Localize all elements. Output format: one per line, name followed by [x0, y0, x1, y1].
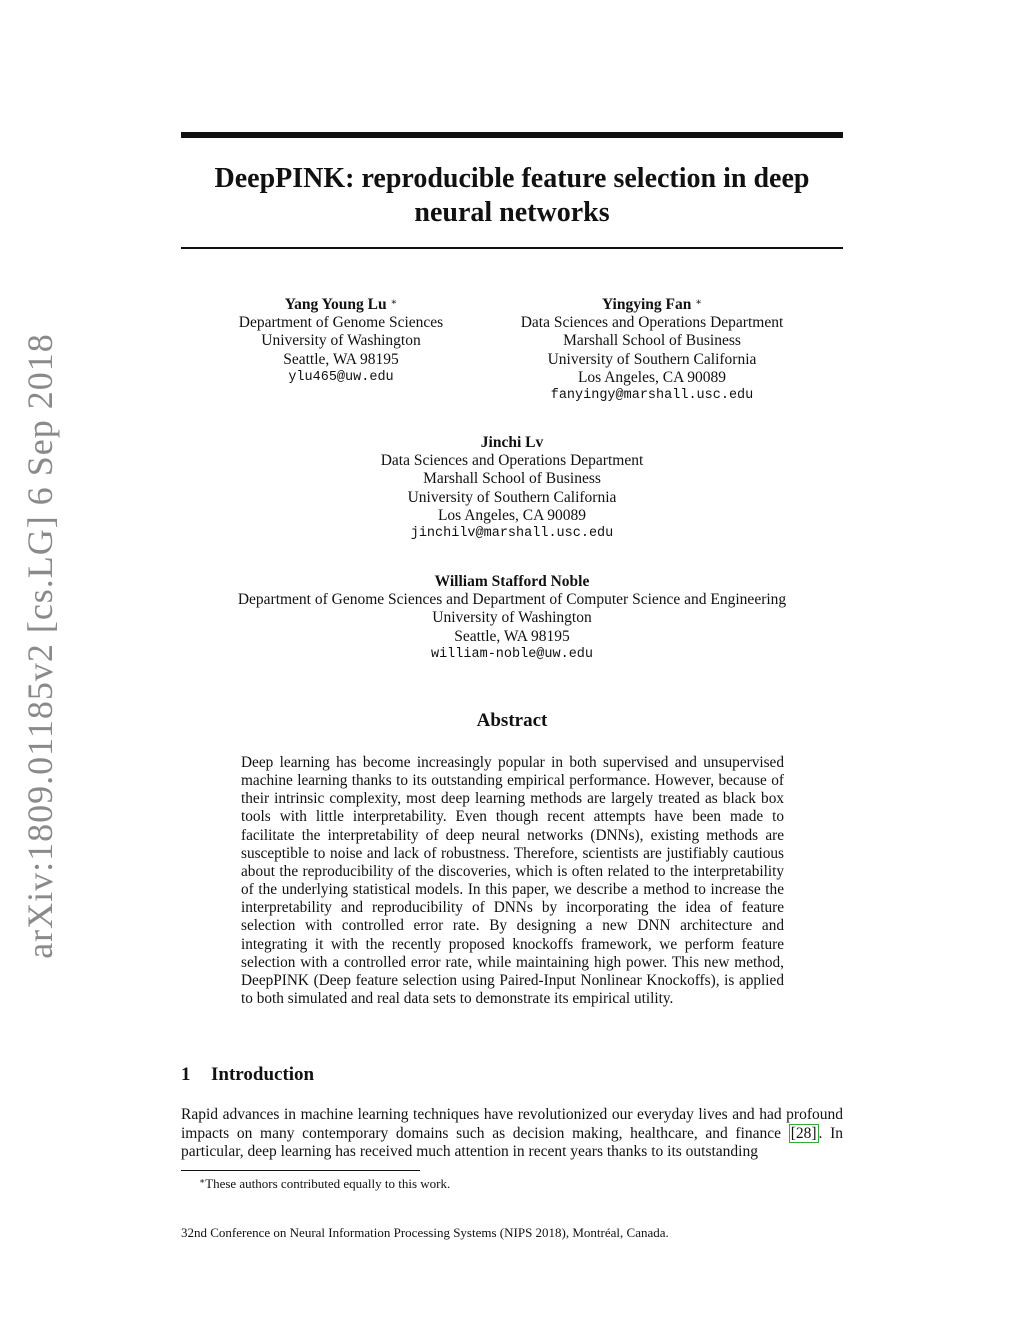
abstract-body: Deep learning has become increasingly popular in both supervised and unsupervised machine learning thanks to its outstanding empirical performance. However, because of their intrinsic complexity, most deep learning methods are largely treated as black box tools with little interpretability. Even though recent attempts have been made to facilitate the interpretability of deep neural networks (DNNs), existing methods are susceptible to noise and lack of robustness. Therefore, scientists are justifiably cautious about the reproducibility of the discoveries, which is often related to the interpretability of the underlying statistical models. In this paper, we describe a method to increase the interpretability and reproducibility of DNNs by incorporating the idea of feature selection with controlled error rate. By designing a new DNN architecture and integrating it with the recently proposed knockoffs framework, we perform feature selection with a controlled error rate, while maintaining high power. This new method, DeepPINK (Deep feature selection using Paired-Input Nonlinear Knockoffs), is applied to both simulated and real data sets to demonstrate its empirical utility. [241, 754, 784, 1008]
author-affiliation-line: University of Washington [261, 332, 421, 350]
arxiv-identifier: arXiv:1809.01185v2 [cs.LG] 6 Sep 2018 [20, 333, 60, 959]
author-affiliation-line: Seattle, WA 98195 [283, 350, 399, 368]
author-block-lv [312, 434, 712, 543]
citation-link[interactable]: [28] [790, 1124, 817, 1142]
author-name: Yang Young Lu [284, 296, 387, 313]
author-affiliation-line: Data Sciences and Operations Department [520, 314, 784, 332]
author-affiliation-line: University of Southern California [407, 488, 617, 506]
introduction-text-continued: . In particular, deep learning has received much attention in recent years thanks to its outstanding [181, 1124, 843, 1160]
equal-contribution-mark: ∗ [390, 297, 398, 308]
section-heading-introduction [181, 1064, 314, 1086]
author-name: Yingying Fan [601, 296, 692, 313]
author-affiliation-line: Los Angeles, CA 90089 [437, 506, 587, 524]
abstract-heading: Abstract [476, 710, 548, 731]
equal-contribution-mark: ∗ [695, 297, 703, 308]
author-email[interactable]: fanyingy@marshall.usc.edu [550, 388, 754, 404]
author-name: William Stafford Noble [434, 573, 590, 590]
author-block-lu [211, 296, 471, 387]
title-bottom-rule [181, 247, 843, 249]
author-affiliation-line: Department of Genome Sciences and Department of Computer Science and Engineering [237, 591, 787, 609]
author-block-fan [492, 296, 812, 405]
footnote-rule [181, 1170, 420, 1171]
conference-venue: 32nd Conference on Neural Information Processing Systems (NIPS 2018), Montréal, Canada. [181, 1225, 669, 1240]
author-affiliation-line: Seattle, WA 98195 [454, 627, 570, 645]
author-email[interactable]: jinchilv@marshall.usc.edu [410, 526, 614, 542]
footnote [199, 1176, 450, 1192]
author-name: Jinchi Lv [480, 434, 544, 451]
author-affiliation-line: Data Sciences and Operations Department [380, 452, 644, 470]
author-affiliation-line: Los Angeles, CA 90089 [577, 368, 727, 386]
author-email[interactable]: ylu465@uw.edu [288, 369, 394, 385]
paper-title: DeepPINK: reproducible feature selection in deep neural networks [214, 163, 810, 228]
author-affiliation-line: University of Southern California [547, 350, 757, 368]
introduction-text: Rapid advances in machine learning techniques have revolutionized our everyday lives and had profound impacts on many contemporary domains such as decision making, healthcare, and finance [181, 1106, 843, 1142]
section-title: Introduction [211, 1064, 315, 1085]
author-affiliation-line: Marshall School of Business [423, 470, 601, 488]
title-top-rule [181, 132, 843, 138]
footnote-text: These authors contributed equally to this work. [205, 1176, 451, 1191]
section-number: 1 [181, 1064, 191, 1085]
author-affiliation-line: Department of Genome Sciences [238, 314, 444, 332]
author-email[interactable]: william-noble@uw.edu [430, 646, 594, 662]
introduction-paragraph [181, 1106, 843, 1162]
author-affiliation-line: Marshall School of Business [563, 332, 741, 350]
footnote-mark: ∗ [199, 1176, 206, 1186]
author-block-noble [181, 573, 843, 664]
author-affiliation-line: University of Washington [432, 609, 592, 627]
